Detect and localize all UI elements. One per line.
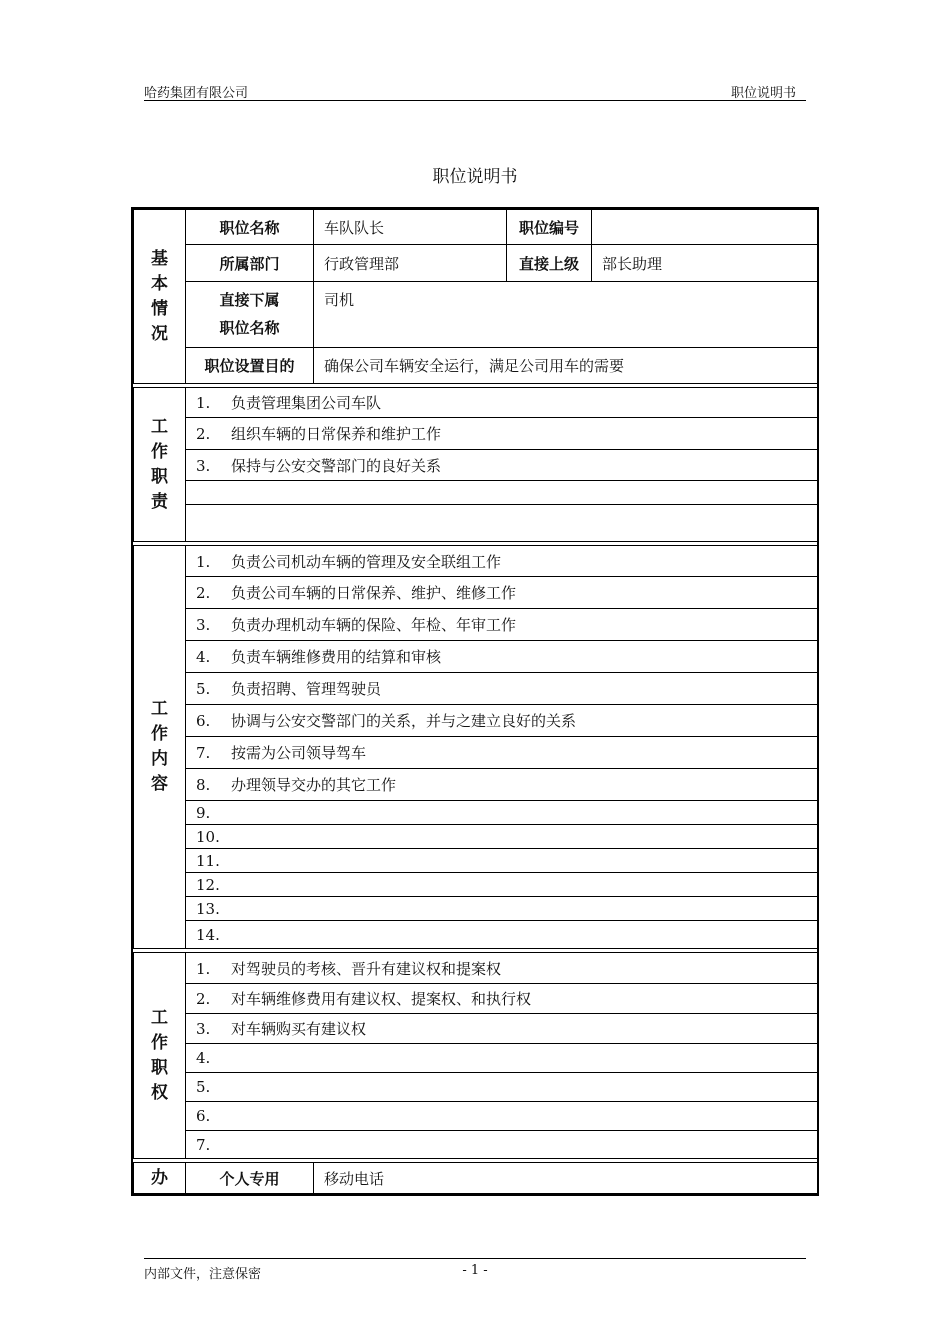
authority-item xyxy=(186,1044,818,1073)
section-char: 工 xyxy=(151,1007,168,1028)
duties-item xyxy=(186,481,818,505)
item-text: 负责办理机动车辆的保险、年检、年审工作 xyxy=(231,616,517,634)
section-char: 工 xyxy=(151,416,168,437)
item-number: 14. xyxy=(196,925,220,944)
content-item xyxy=(186,737,818,769)
item-number: 6. xyxy=(196,712,211,730)
content-item xyxy=(186,849,818,873)
item-text: 保持与公安交警部门的良好关系 xyxy=(231,456,442,475)
department-value: 行政管理部 xyxy=(314,245,507,282)
item-number: 6. xyxy=(196,1107,211,1125)
item-number: 1. xyxy=(196,552,211,571)
item-text: 对驾驶员的考核、晋升有建议权和提案权 xyxy=(231,959,502,978)
item-number: 3. xyxy=(196,456,211,475)
section-char: 容 xyxy=(151,774,168,794)
page-footer xyxy=(144,1258,806,1285)
item-text: 负责公司机动车辆的管理及安全联组工作 xyxy=(231,552,502,571)
item-number: 11. xyxy=(196,851,220,870)
section-char: 权 xyxy=(151,1082,168,1103)
item-number: 12. xyxy=(196,875,220,894)
authority-item xyxy=(186,1014,818,1044)
section-authority xyxy=(134,953,186,1159)
section-char: 本 xyxy=(151,273,168,294)
content-item xyxy=(186,769,818,801)
content-item xyxy=(186,825,818,849)
subordinate-label xyxy=(186,282,314,348)
item-number: 10. xyxy=(196,827,220,846)
page-header xyxy=(144,80,806,101)
section-char: 工 xyxy=(151,699,168,719)
authority-item xyxy=(186,1102,818,1131)
item-number: 3. xyxy=(196,616,211,634)
item-number: 8. xyxy=(196,776,211,794)
duties-item xyxy=(186,418,818,450)
section-office: 办 xyxy=(134,1163,186,1194)
item-number: 5. xyxy=(196,680,211,698)
position-no-label: 职位编号 xyxy=(507,210,592,245)
item-number: 4. xyxy=(196,1049,211,1067)
item-number: 3. xyxy=(196,1020,211,1038)
content-item xyxy=(186,546,818,577)
item-text: 对车辆购买有建议权 xyxy=(231,1020,367,1038)
item-number: 7. xyxy=(196,744,211,762)
item-number: 4. xyxy=(196,648,211,666)
section-char: 作 xyxy=(151,724,168,744)
item-text: 组织车辆的日常保养和维护工作 xyxy=(231,425,442,443)
content-item xyxy=(186,577,818,609)
subordinate-label-line-2: 职位名称 xyxy=(219,319,280,337)
section-char: 作 xyxy=(151,1032,168,1053)
item-text: 负责车辆维修费用的结算和审核 xyxy=(231,648,442,666)
item-text: 对车辆维修费用有建议权、提案权、和执行权 xyxy=(231,990,532,1008)
subordinate-value: 司机 xyxy=(314,282,818,348)
item-number: 1. xyxy=(196,959,211,978)
section-duties xyxy=(134,388,186,542)
document-title: 职位说明书 xyxy=(432,167,518,187)
superior-value: 部长助理 xyxy=(592,245,818,282)
office-label: 个人专用 xyxy=(186,1163,314,1194)
item-text: 办理领导交办的其它工作 xyxy=(231,776,397,794)
authority-item xyxy=(186,1073,818,1102)
section-char: 情 xyxy=(151,298,168,319)
item-text: 负责管理集团公司车队 xyxy=(231,394,382,412)
section-char: 况 xyxy=(151,323,168,344)
header-doc-type: 职位说明书 xyxy=(730,86,796,101)
item-text: 负责招聘、管理驾驶员 xyxy=(231,680,382,698)
section-char: 责 xyxy=(151,491,168,512)
item-text: 按需为公司领导驾车 xyxy=(231,744,367,762)
authority-item xyxy=(186,1131,818,1159)
item-text: 协调与公安交警部门的关系，并与之建立良好的关系 xyxy=(231,712,577,730)
superior-label: 直接上级 xyxy=(507,245,592,282)
section-char: 基 xyxy=(151,248,168,269)
item-number: 2. xyxy=(196,584,211,602)
position-name-label: 职位名称 xyxy=(186,210,314,245)
item-number: 5. xyxy=(196,1078,211,1096)
item-number: 7. xyxy=(196,1135,211,1154)
job-description-table xyxy=(133,209,818,1194)
item-number: 13. xyxy=(196,899,220,918)
header-company: 哈药集团有限公司 xyxy=(144,86,249,101)
content-item xyxy=(186,897,818,921)
section-char: 职 xyxy=(151,466,168,487)
section-char: 内 xyxy=(151,749,168,769)
content-item xyxy=(186,705,818,737)
position-name-value: 车队队长 xyxy=(314,210,507,245)
section-content xyxy=(134,546,186,949)
page-number: - 1 - xyxy=(462,1263,488,1278)
content-item xyxy=(186,801,818,825)
department-label: 所属部门 xyxy=(186,245,314,282)
duties-item xyxy=(186,388,818,418)
position-no-value xyxy=(592,210,818,245)
item-number: 9. xyxy=(196,803,211,822)
authority-item xyxy=(186,953,818,984)
purpose-label: 职位设置目的 xyxy=(186,348,314,384)
purpose-value: 确保公司车辆安全运行，满足公司用车的需要 xyxy=(314,348,818,384)
content-item xyxy=(186,641,818,673)
section-char: 作 xyxy=(151,441,168,462)
content-item xyxy=(186,921,818,949)
duties-item xyxy=(186,505,818,542)
subordinate-label-line-1: 直接下属 xyxy=(219,291,280,309)
content-item xyxy=(186,609,818,641)
item-number: 2. xyxy=(196,425,211,443)
content-item xyxy=(186,673,818,705)
footer-note: 内部文件，注意保密 xyxy=(144,1267,262,1282)
duties-item xyxy=(186,450,818,481)
office-value: 移动电话 xyxy=(314,1163,818,1194)
item-text: 负责公司车辆的日常保养、维护、维修工作 xyxy=(231,584,517,602)
item-number: 1. xyxy=(196,394,211,412)
section-basic-info xyxy=(134,210,186,384)
authority-item xyxy=(186,984,818,1014)
content-item xyxy=(186,873,818,897)
section-char: 职 xyxy=(151,1057,168,1078)
item-number: 2. xyxy=(196,990,211,1008)
